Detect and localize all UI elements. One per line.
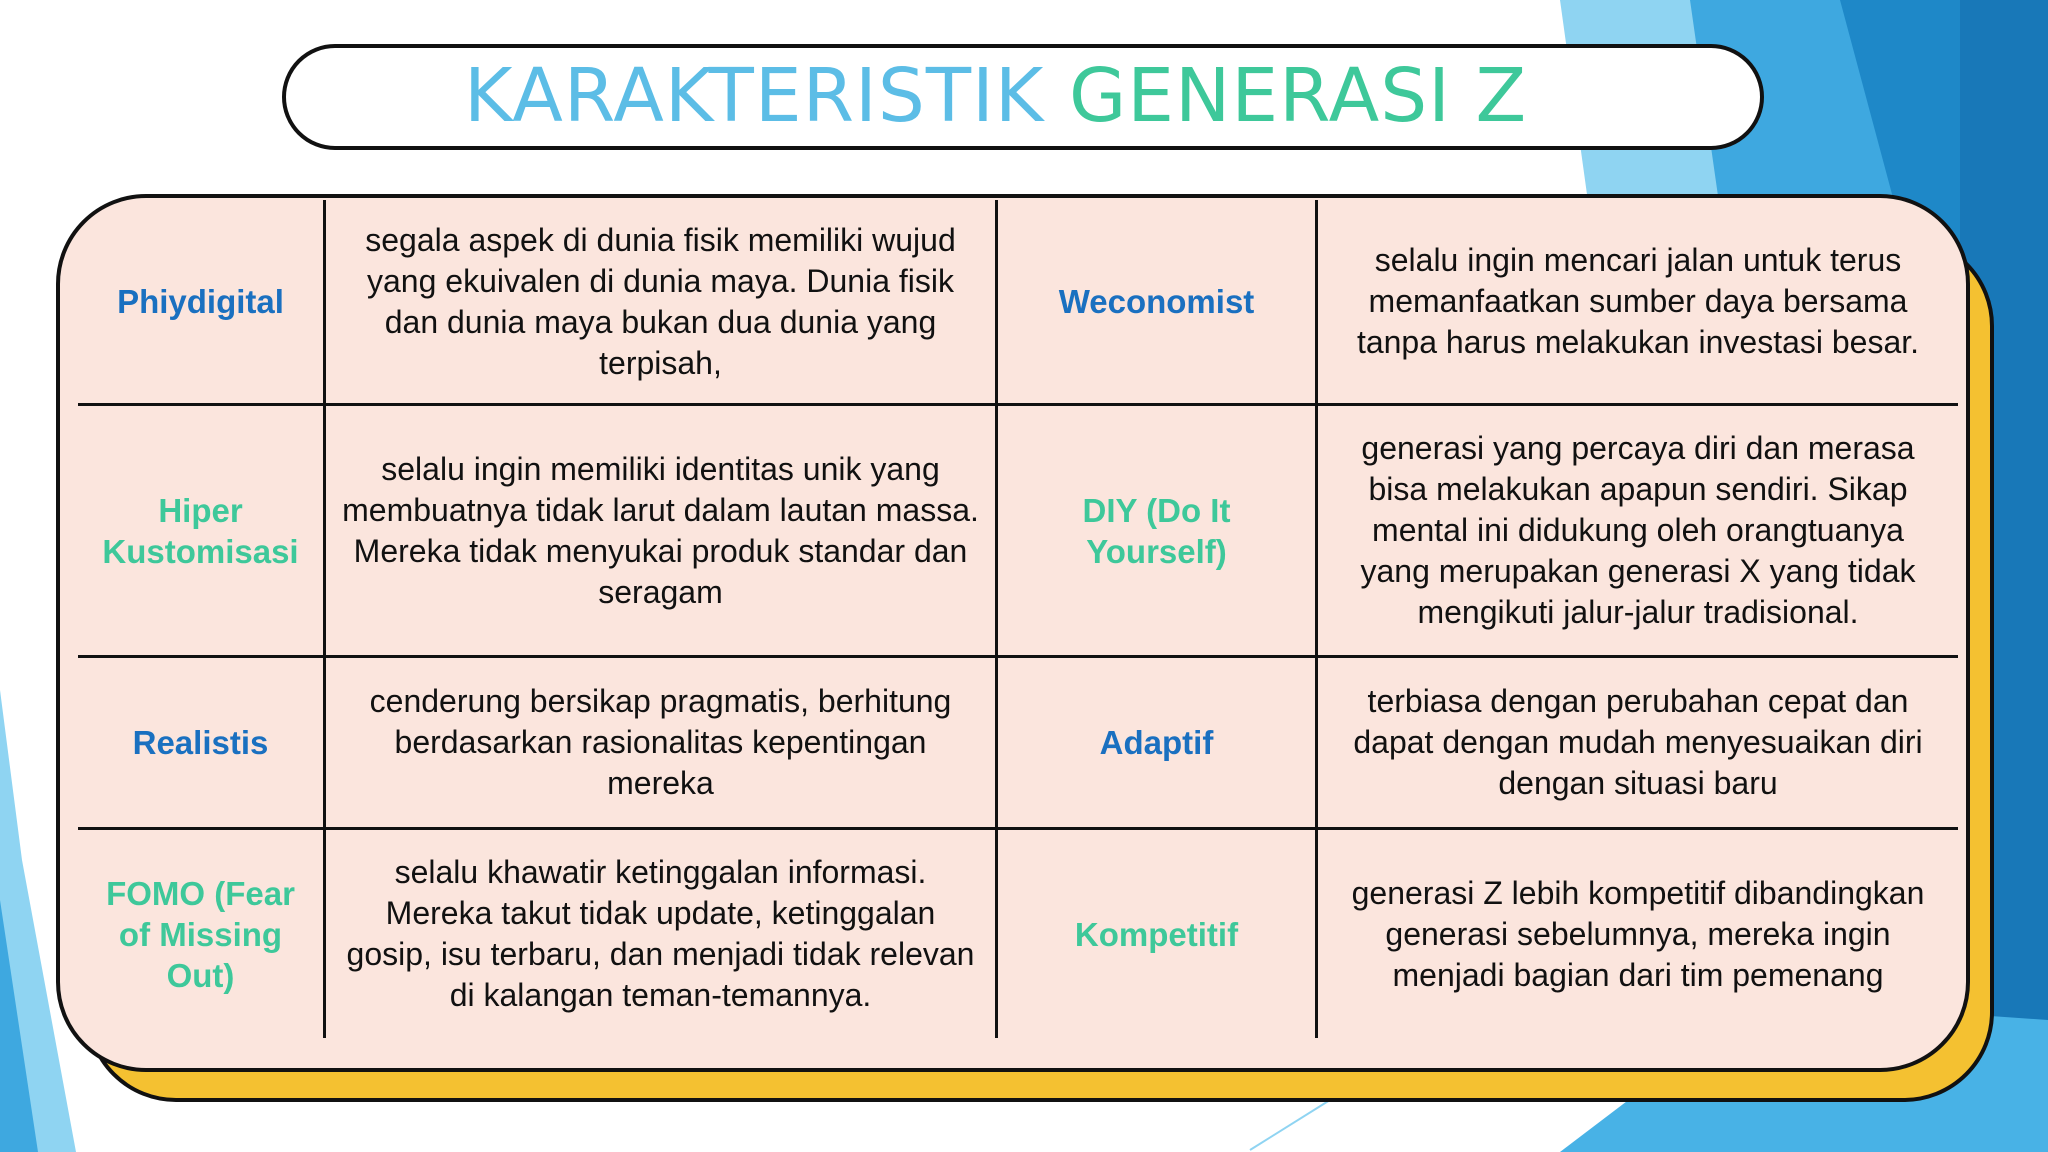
title-part-2: GENERASI Z: [1068, 53, 1528, 139]
term-adaptif: Adaptif: [998, 658, 1318, 830]
title-part-1: KARAKTERISTIK: [464, 53, 1045, 139]
term-realistis: Realistis: [78, 658, 326, 830]
term-fomo: FOMO (Fear of Missing Out): [78, 830, 326, 1038]
desc-adaptif: terbiasa dengan perubahan cepat dan dapat dengan mudah menyesuaikan diri dengan situasi baru: [1318, 658, 1958, 830]
desc-diy: generasi yang percaya diri dan merasa bisa melakukan apapun sendiri. Sikap mental ini didukung oleh orangtuanya yang merupakan generasi X yang tidak mengikuti jalur-jalur tradisional.: [1318, 406, 1958, 658]
desc-realistis: cenderung bersikap pragmatis, berhitung berdasarkan rasionalitas kepentingan mereka: [326, 658, 998, 830]
decor-line: [1250, 1100, 1330, 1150]
term-diy: DIY (Do It Yourself): [998, 406, 1318, 658]
desc-phiydigital: segala aspek di dunia fisik memiliki wujud yang ekuivalen di dunia maya. Dunia fisik dan dunia maya bukan dua dunia yang terpisah,: [326, 200, 998, 406]
desc-weconomist: selalu ingin mencari jalan untuk terus memanfaatkan sumber daya bersama tanpa harus melakukan investasi besar.: [1318, 200, 1958, 406]
term-hiper-kustomisasi: Hiper Kustomisasi: [78, 406, 326, 658]
term-kompetitif: Kompetitif: [998, 830, 1318, 1038]
term-phiydigital: Phiydigital: [78, 200, 326, 406]
desc-fomo: selalu khawatir ketinggalan informasi. Mereka takut tidak update, ketinggalan gosip, isu terbaru, dan menjadi tidak relevan di kalangan teman-temannya.: [326, 830, 998, 1038]
page-title: [464, 46, 1527, 146]
desc-kompetitif: generasi Z lebih kompetitif dibandingkan generasi sebelumnya, mereka ingin menjadi bagian dari tim pemenang: [1351, 874, 1925, 993]
term-weconomist: Weconomist: [998, 200, 1318, 406]
characteristics-table: [78, 200, 1958, 1038]
desc-hiper-kustomisasi: selalu ingin memiliki identitas unik yang membuatnya tidak larut dalam lautan massa. Mereka tidak menyukai produk standar dan seragam: [326, 406, 998, 658]
